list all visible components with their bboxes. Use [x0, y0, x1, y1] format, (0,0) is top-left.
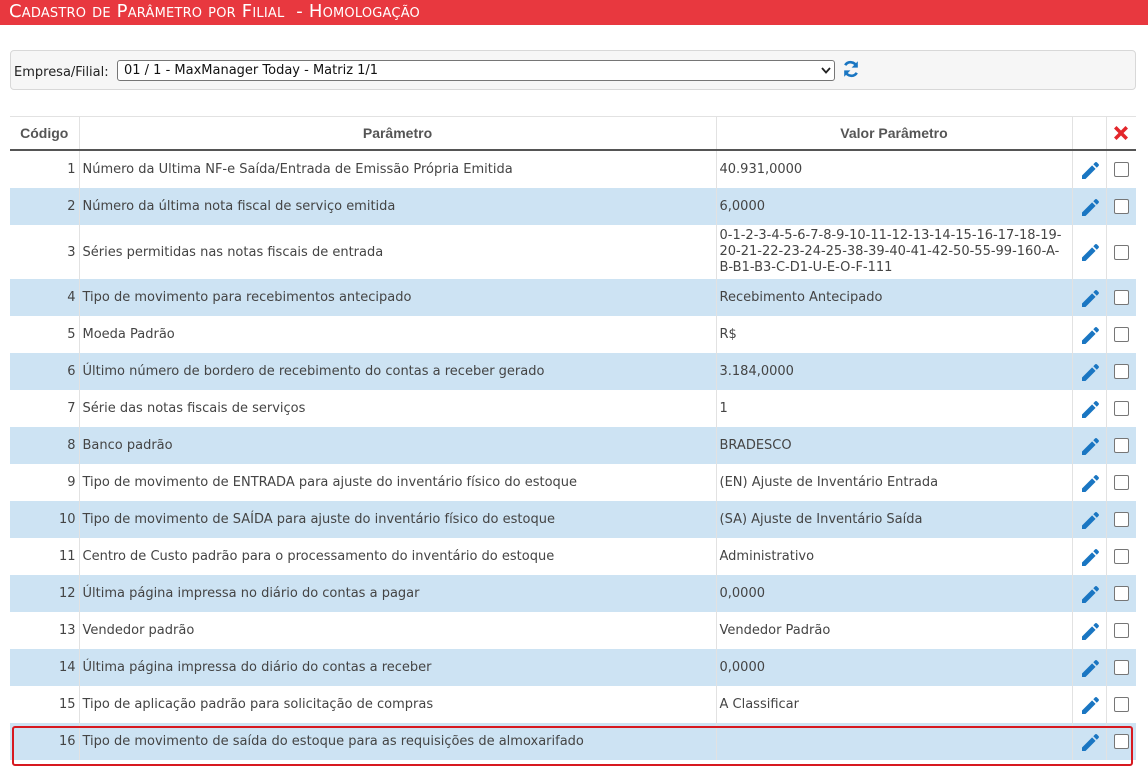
- row-checkbox[interactable]: [1114, 586, 1129, 601]
- cell-parametro: Número da última nota fiscal de serviço emitida: [79, 188, 716, 225]
- cell-valor: 3.184,0000: [716, 353, 1072, 390]
- filter-panel: [10, 50, 1136, 90]
- cell-codigo: 15: [10, 686, 79, 723]
- cell-select: [1106, 686, 1136, 723]
- cell-edit: [1072, 612, 1106, 649]
- empresa-filial-label: Empresa/Filial:: [14, 65, 109, 80]
- cell-codigo: 10: [10, 501, 79, 538]
- page-title: Cadastro de Parâmetro por Filial - Homologação: [9, 1, 420, 22]
- cell-select: [1106, 150, 1136, 188]
- column-header-edit: [1072, 117, 1106, 151]
- cell-codigo: 1: [10, 150, 79, 188]
- table-row[interactable]: [10, 464, 1136, 501]
- cell-codigo: 3: [10, 225, 79, 279]
- pencil-icon[interactable]: [1078, 196, 1100, 218]
- cell-valor: BRADESCO: [716, 427, 1072, 464]
- cell-parametro: Vendedor padrão: [79, 612, 716, 649]
- cell-codigo: 11: [10, 538, 79, 575]
- cell-valor: [716, 723, 1072, 760]
- cell-valor: (EN) Ajuste de Inventário Entrada: [716, 464, 1072, 501]
- pencil-icon[interactable]: [1078, 241, 1100, 263]
- cell-codigo: 2: [10, 188, 79, 225]
- cell-parametro: Moeda Padrão: [79, 316, 716, 353]
- cell-select: [1106, 188, 1136, 225]
- pencil-icon[interactable]: [1078, 287, 1100, 309]
- cell-valor: 0,0000: [716, 575, 1072, 612]
- cell-parametro: Série das notas fiscais de serviços: [79, 390, 716, 427]
- cell-parametro: Banco padrão: [79, 427, 716, 464]
- table-header-row: [10, 117, 1136, 151]
- row-checkbox[interactable]: [1114, 364, 1129, 379]
- pencil-icon[interactable]: [1078, 509, 1100, 531]
- cell-edit: [1072, 464, 1106, 501]
- cell-valor: 1: [716, 390, 1072, 427]
- table-row[interactable]: [10, 279, 1136, 316]
- parametros-table: [10, 116, 1136, 760]
- cell-edit: [1072, 316, 1106, 353]
- cell-edit: [1072, 150, 1106, 188]
- title-bar: [0, 0, 1148, 25]
- row-checkbox[interactable]: [1114, 327, 1129, 342]
- cell-codigo: 13: [10, 612, 79, 649]
- cell-codigo: 6: [10, 353, 79, 390]
- row-checkbox[interactable]: [1114, 660, 1129, 675]
- column-header-delete: [1106, 117, 1136, 151]
- cell-codigo: 7: [10, 390, 79, 427]
- refresh-icon[interactable]: [841, 59, 861, 79]
- pencil-icon[interactable]: [1078, 435, 1100, 457]
- cell-edit: [1072, 723, 1106, 760]
- pencil-icon[interactable]: [1078, 361, 1100, 383]
- cell-parametro: Tipo de movimento de saída do estoque para as requisições de almoxarifado: [79, 723, 716, 760]
- cell-parametro: Tipo de aplicação padrão para solicitação de compras: [79, 686, 716, 723]
- cell-select: [1106, 427, 1136, 464]
- table-row[interactable]: [10, 686, 1136, 723]
- cell-select: [1106, 649, 1136, 686]
- row-checkbox[interactable]: [1114, 401, 1129, 416]
- cell-select: [1106, 575, 1136, 612]
- cell-edit: [1072, 538, 1106, 575]
- table-row[interactable]: [10, 649, 1136, 686]
- cell-select: [1106, 464, 1136, 501]
- row-checkbox[interactable]: [1114, 199, 1129, 214]
- cell-select: [1106, 225, 1136, 279]
- table-row[interactable]: [10, 612, 1136, 649]
- cell-select: [1106, 612, 1136, 649]
- cell-edit: [1072, 353, 1106, 390]
- cell-select: [1106, 390, 1136, 427]
- cell-parametro: Tipo de movimento para recebimentos antecipado: [79, 279, 716, 316]
- pencil-icon[interactable]: [1078, 657, 1100, 679]
- pencil-icon[interactable]: [1078, 694, 1100, 716]
- cell-edit: [1072, 649, 1106, 686]
- table-row[interactable]: [10, 427, 1136, 464]
- cell-parametro: Tipo de movimento de ENTRADA para ajuste do inventário físico do estoque: [79, 464, 716, 501]
- table-row[interactable]: [10, 723, 1136, 760]
- cell-edit: [1072, 390, 1106, 427]
- pencil-icon[interactable]: [1078, 620, 1100, 642]
- column-header-parametro[interactable]: Parâmetro: [79, 117, 716, 151]
- cell-codigo: 8: [10, 427, 79, 464]
- cell-edit: [1072, 279, 1106, 316]
- cell-valor: Recebimento Antecipado: [716, 279, 1072, 316]
- cell-parametro: Tipo de movimento de SAÍDA para ajuste do inventário físico do estoque: [79, 501, 716, 538]
- empresa-filial-selected-value: 01 / 1 - MaxManager Today - Matriz 1/1: [124, 63, 379, 78]
- cell-codigo: 4: [10, 279, 79, 316]
- table-row[interactable]: [10, 316, 1136, 353]
- pencil-icon[interactable]: [1078, 398, 1100, 420]
- cell-edit: [1072, 188, 1106, 225]
- row-checkbox[interactable]: [1114, 549, 1129, 564]
- cell-select: [1106, 316, 1136, 353]
- cell-parametro: Último número de bordero de recebimento do contas a receber gerado: [79, 353, 716, 390]
- cell-valor: A Classificar: [716, 686, 1072, 723]
- pencil-icon[interactable]: [1078, 731, 1100, 753]
- cell-edit: [1072, 427, 1106, 464]
- cell-valor: Administrativo: [716, 538, 1072, 575]
- pencil-icon[interactable]: [1078, 546, 1100, 568]
- chevron-down-icon: [821, 66, 831, 75]
- cell-select: [1106, 723, 1136, 760]
- cell-select: [1106, 501, 1136, 538]
- cell-valor: 40.931,0000: [716, 150, 1072, 188]
- table-row[interactable]: [10, 575, 1136, 612]
- cell-select: [1106, 538, 1136, 575]
- row-checkbox[interactable]: [1114, 697, 1129, 712]
- cell-edit: [1072, 501, 1106, 538]
- table-row[interactable]: [10, 188, 1136, 225]
- cell-parametro: Última página impressa do diário do contas a receber: [79, 649, 716, 686]
- pencil-icon[interactable]: [1078, 583, 1100, 605]
- row-checkbox[interactable]: [1114, 245, 1129, 260]
- cell-valor: 6,0000: [716, 188, 1072, 225]
- column-header-codigo[interactable]: Código: [10, 117, 79, 151]
- cell-parametro: Número da Ultima NF-e Saída/Entrada de Emissão Própria Emitida: [79, 150, 716, 188]
- pencil-icon[interactable]: [1078, 472, 1100, 494]
- table-row[interactable]: [10, 538, 1136, 575]
- cell-codigo: 12: [10, 575, 79, 612]
- cell-select: [1106, 353, 1136, 390]
- cell-codigo: 5: [10, 316, 79, 353]
- table-row[interactable]: [10, 353, 1136, 390]
- row-checkbox[interactable]: [1114, 290, 1129, 305]
- cell-valor: (SA) Ajuste de Inventário Saída: [716, 501, 1072, 538]
- row-checkbox[interactable]: [1114, 623, 1129, 638]
- cell-edit: [1072, 575, 1106, 612]
- cell-parametro: Centro de Custo padrão para o processamento do inventário do estoque: [79, 538, 716, 575]
- cell-valor: R$: [716, 316, 1072, 353]
- row-checkbox[interactable]: [1114, 734, 1129, 749]
- cell-select: [1106, 279, 1136, 316]
- cell-parametro: Última página impressa no diário do contas a pagar: [79, 575, 716, 612]
- row-checkbox[interactable]: [1114, 475, 1129, 490]
- row-checkbox[interactable]: [1114, 512, 1129, 527]
- cell-edit: [1072, 225, 1106, 279]
- table-row[interactable]: [10, 501, 1136, 538]
- cell-parametro: Séries permitidas nas notas fiscais de entrada: [79, 225, 716, 279]
- empresa-filial-select[interactable]: [117, 60, 835, 81]
- column-header-valor[interactable]: Valor Parâmetro: [716, 117, 1072, 151]
- cell-valor: Vendedor Padrão: [716, 612, 1072, 649]
- table-row[interactable]: [10, 225, 1136, 279]
- cell-valor: 0,0000: [716, 649, 1072, 686]
- table-row[interactable]: [10, 150, 1136, 188]
- cell-codigo: 9: [10, 464, 79, 501]
- row-checkbox[interactable]: [1114, 438, 1129, 453]
- cell-edit: [1072, 686, 1106, 723]
- row-checkbox[interactable]: [1114, 162, 1129, 177]
- cell-valor: 0-1-2-3-4-5-6-7-8-9-10-11-12-13-14-15-16-17-18-19-20-21-22-23-24-25-38-39-40-41-42-50-55-99-160-A-B-B1-B3-C-D1-U-E-O-F-111: [716, 225, 1072, 279]
- pencil-icon[interactable]: [1078, 324, 1100, 346]
- pencil-icon[interactable]: [1078, 159, 1100, 181]
- cell-codigo: 16: [10, 723, 79, 760]
- delete-x-icon[interactable]: [1111, 123, 1131, 143]
- cell-codigo: 14: [10, 649, 79, 686]
- table-row[interactable]: [10, 390, 1136, 427]
